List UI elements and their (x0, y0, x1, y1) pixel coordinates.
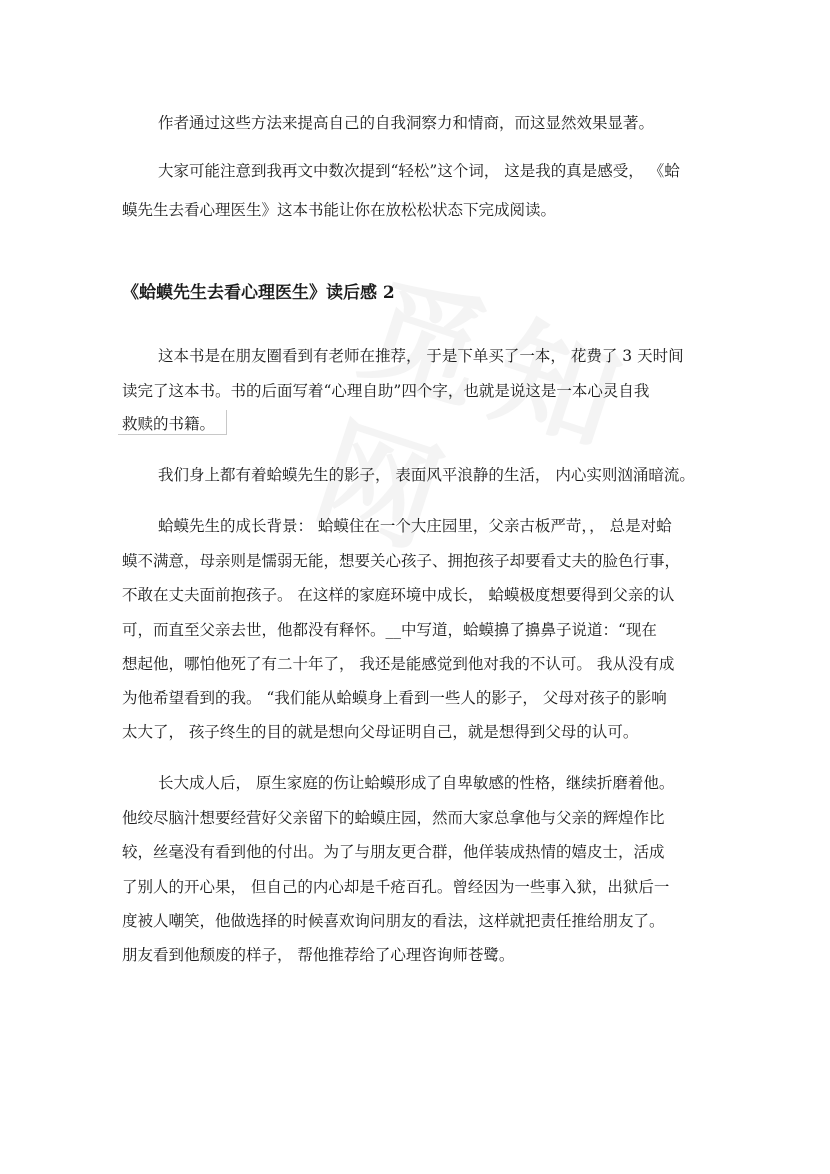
paragraph-3-line-2: 蟆不满意，母亲则是懦弱无能，想要关心孩子、拥抱孩子却要看丈夫的脸色行事， (122, 552, 681, 570)
paragraph-1-line-2: 读完了这本书。书的后面写着“心理自助”四个字，也就是说这是一本心灵自我 (122, 382, 650, 400)
paragraph-3-line-7: 太大了， 孩子终生的目的就是想向父母证明自己，就是想得到父母的认可。 (122, 723, 639, 741)
intro-paragraph-2-line-2: 蟆先生去看心理医生》这本书能让你在放松松状态下完成阅读。 (122, 201, 557, 219)
paragraph-4-line-1: 长大成人后， 原生家庭的伤让蛤蟆形成了自卑敏感的性格，继续折磨着他。 (158, 774, 675, 792)
paragraph-4-line-2: 他绞尽脑汁想要经营好父亲留下的蛤蟆庄园，然而大家总拿他与父亲的辉煌作比 (122, 809, 665, 827)
paragraph-3-line-6: 为他希望看到的我。 “我们能从蛤蟆身上看到一些人的影子， 父母对孩子的影响 (122, 689, 667, 707)
intro-paragraph-2-line-1: 大家可能注意到我再文中数次提到“轻松”这个词， 这是我的真是感受， 《蛤 (158, 162, 680, 180)
paragraph-2-line-1: 我们身上都有着蛤蟆先生的影子， 表面风平浪静的生活， 内心实则汹涌暗流。 (158, 466, 695, 484)
section-title: 《蛤蟆先生去看心理医生》读后感 2 (122, 283, 395, 303)
paragraph-4-line-5: 度被人嘲笑，他做选择的时候喜欢询问朋友的看法，这样就把责任推给朋友了。 (122, 912, 665, 930)
paragraph-3-line-4: 可，而直至父亲去世，他都没有释怀。__中写道，蛤蟆擤了擤鼻子说道：“现在 (122, 621, 657, 639)
paragraph-3-line-1: 蛤蟆先生的成长背景： 蛤蟆住在一个大庄园里，父亲古板严苛，， 总是对蛤 (158, 517, 672, 535)
paragraph-3-line-3: 不敢在丈夫面前抱孩子。 在这样的家庭环境中成长， 蛤蟆极度想要得到父亲的认 (122, 586, 675, 604)
paragraph-3-line-5: 想起他，哪怕他死了有二十年了， 我还是能感觉到他对我的不认可。 我从没有成 (122, 655, 675, 673)
text-selection-frame (118, 410, 227, 435)
paragraph-4-line-3: 较，丝毫没有看到他的付出。为了与朋友更合群，他佯装成热情的嬉皮士，活成 (122, 843, 665, 861)
paragraph-4-line-4: 了别人的开心果， 但自己的内心却是千疮百孔。曾经因为一些事入狱，出狱后一 (122, 878, 670, 896)
intro-paragraph-1-line-1: 作者通过这些方法来提高自己的自我洞察力和情商，而这显然效果显著。 (158, 114, 655, 132)
paragraph-4-line-6: 朋友看到他颓废的样子， 帮他推荐给了心理咨询师苍鹭。 (122, 946, 515, 964)
paragraph-1-line-3: 救赎的书籍。 (122, 415, 216, 433)
paragraph-1-line-1: 这本书是在朋友圈看到有老师在推荐， 于是下单买了一本， 花费了 3 天时间 (158, 347, 684, 365)
